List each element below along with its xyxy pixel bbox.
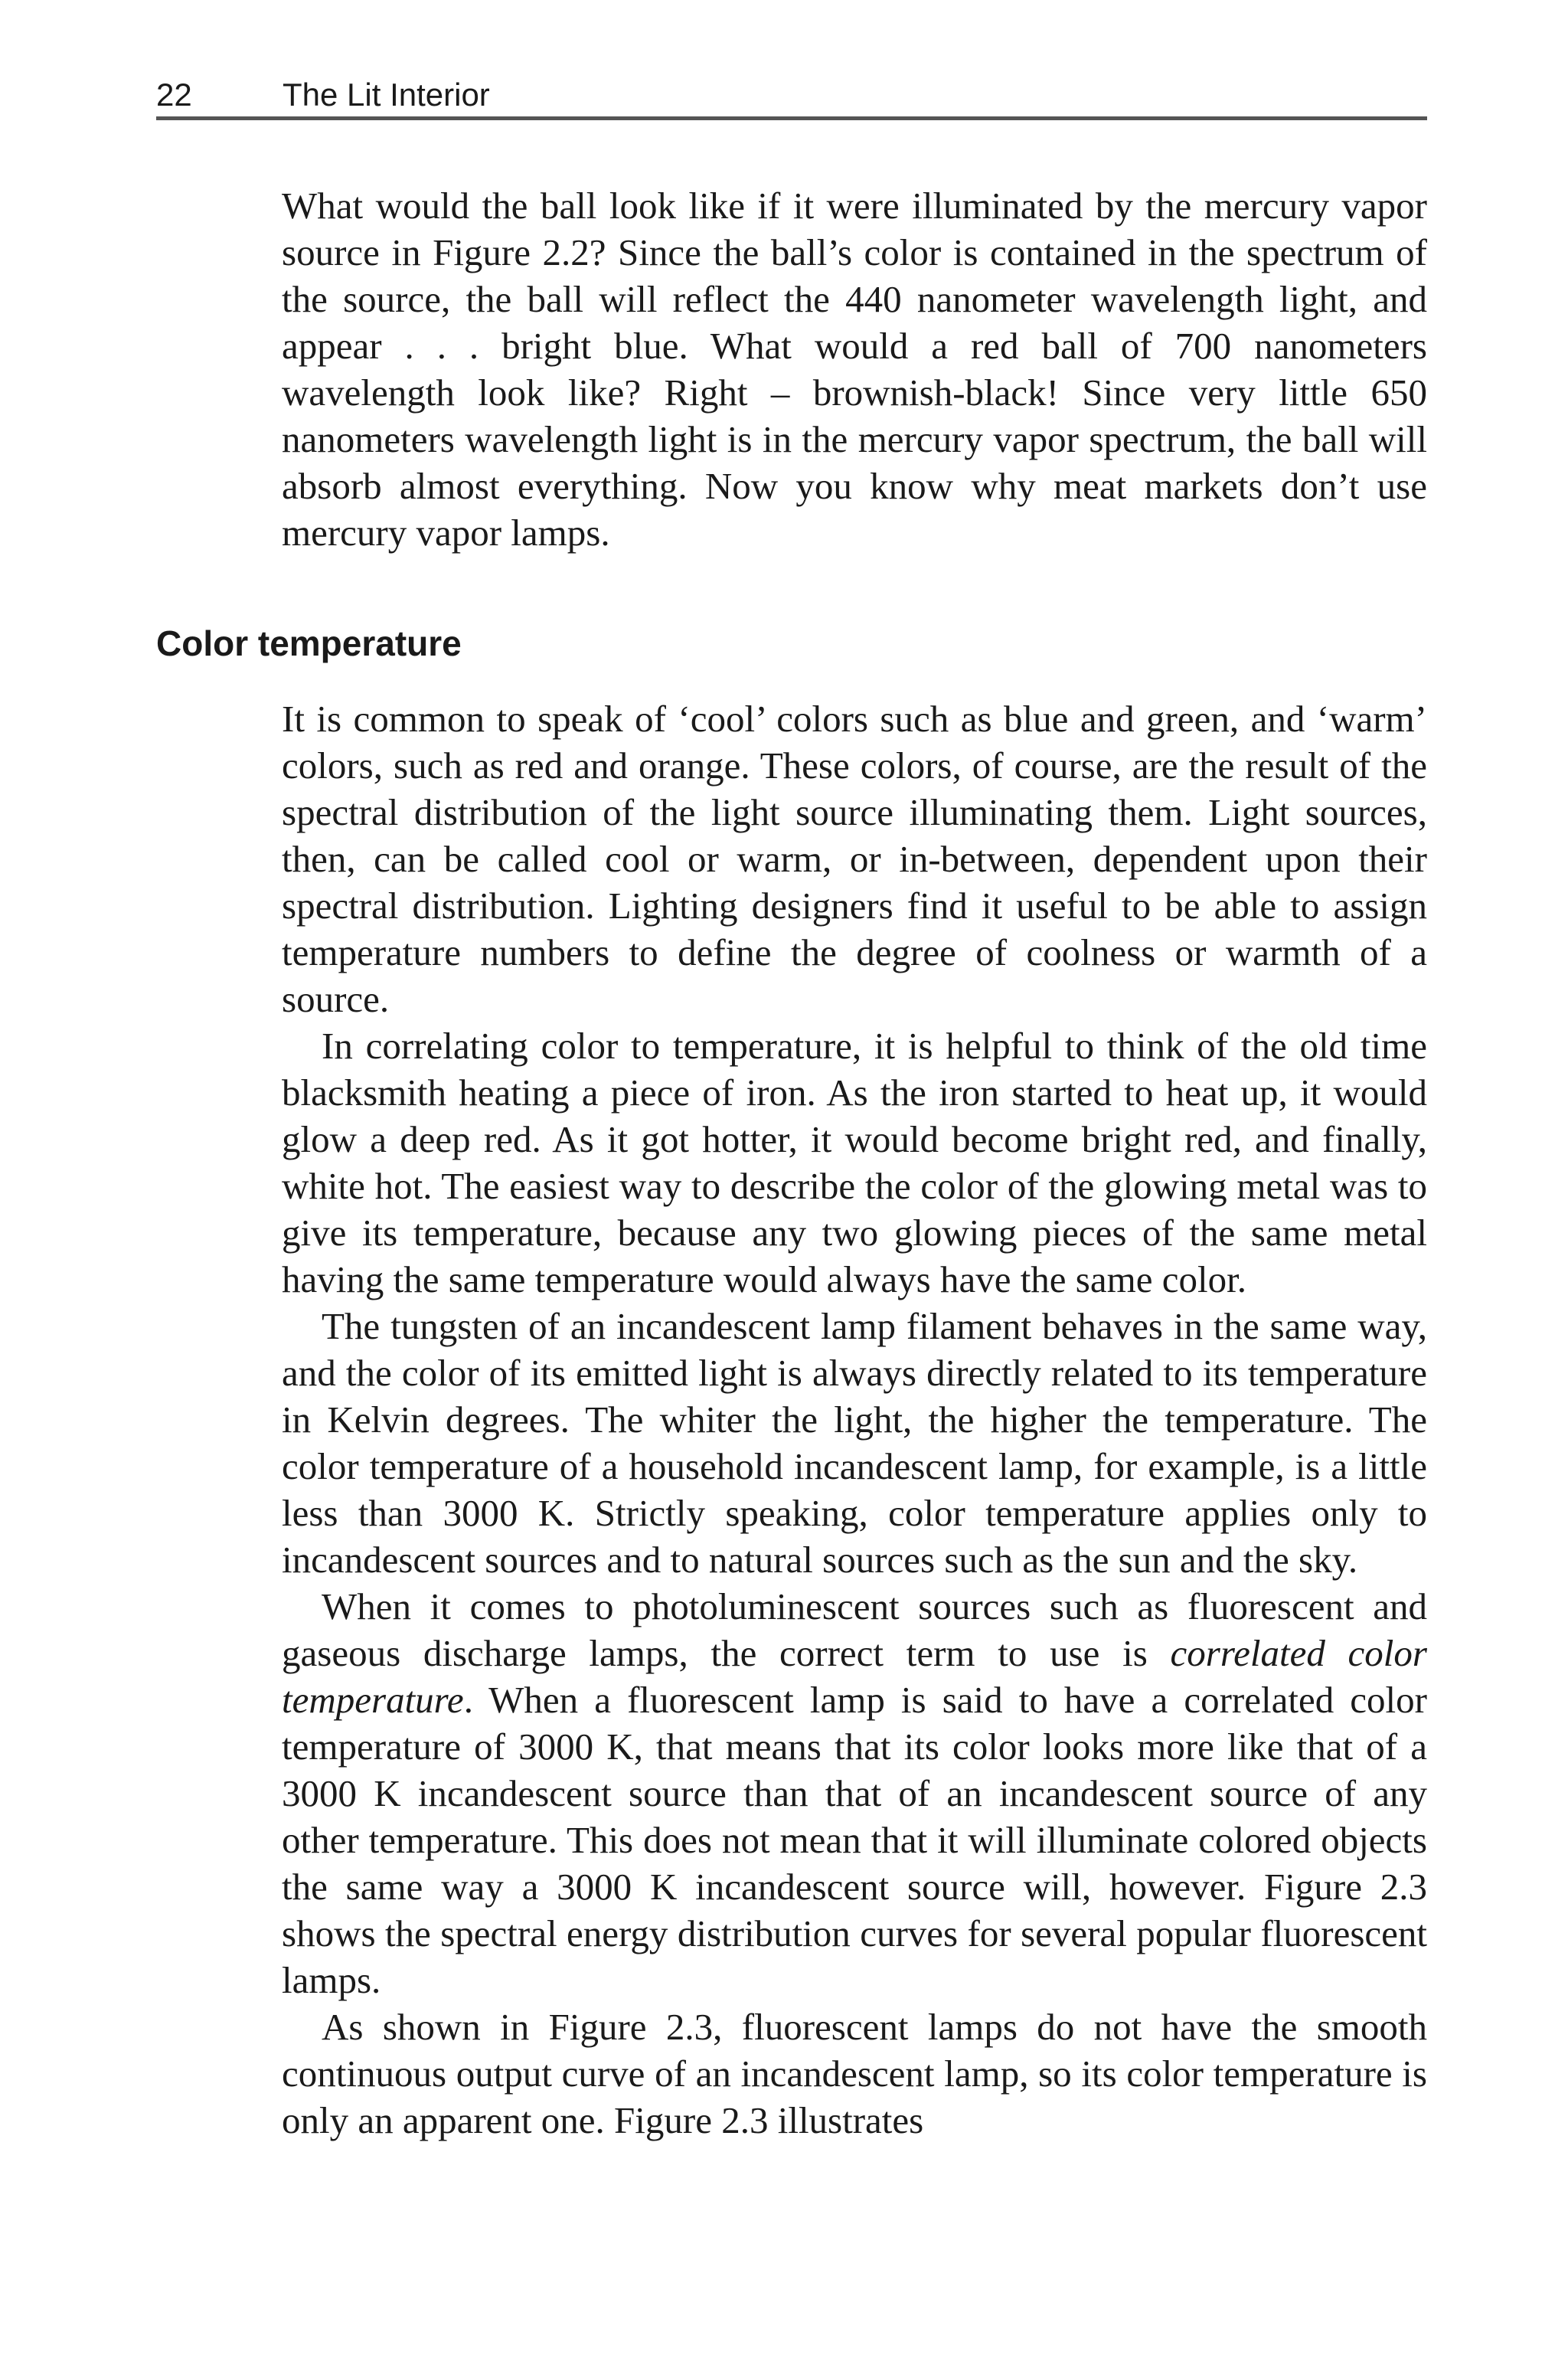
page-number: 22 bbox=[156, 77, 192, 113]
section-heading: Color temperature bbox=[156, 623, 462, 663]
paragraph-text: When it comes to photoluminescent sources such as fluorescent and gaseous discharge lamps, the correct term to use is bbox=[282, 1585, 1427, 1674]
intro-paragraph: What would the ball look like if it were illuminated by the mercury vapor source in Figure 2.2? Since the ball’s color is contained in the spectrum of the source, the ball will reflect the 440 nanometer wavelength light, and appear . . . bright blue. What would a red ball of 700 nanometers wavelength look like? Right – brownish-black! Since very little 650 nanometers wavelength light is in the mercury vapor spectrum, the ball will absorb almost everything. Now you know why meat markets don’t use mercury vapor lamps. bbox=[282, 185, 1427, 554]
italic-term: correlated color temperature bbox=[282, 1632, 1427, 1721]
section-text-block bbox=[282, 695, 1427, 2144]
paragraph: It is common to speak of ‘cool’ colors such as blue and green, and ‘warm’ colors, such as red and orange. These colors, of course, are the result of the spectral distribution of the light source illuminating them. Light sources, then, can be called cool or warm, or in-between, dependent upon their spectral distribution. Lighting designers find it useful to be able to assign temperature numbers to define the degree of coolness or warmth of a source. bbox=[282, 698, 1427, 1020]
paragraph bbox=[282, 1583, 1427, 2003]
running-header bbox=[156, 72, 1427, 118]
paragraph: In correlating color to temperature, it is helpful to think of the old time blacksmith heating a piece of iron. As the iron started to heat up, it would glow a deep red. As it got hotter, it would become bright red, and finally, white hot. The easiest way to describe the color of the glowing metal was to give its temperature, because any two glowing pieces of the same metal having the same temperature would always have the same color. bbox=[282, 1025, 1427, 1300]
running-title: The Lit Interior bbox=[283, 77, 490, 113]
paragraph-text: . When a fluorescent lamp is said to have a correlated color temperature of 3000 K, that means that its color looks more like that of a 3000 K incandescent source than that of an incandescent source of any other temperature. This does not mean that it will illuminate colored objects the same way a 3000 K incandescent source will, however. Figure 2.3 shows the spectral energy distribution curves for several popular fluorescent lamps. bbox=[282, 1679, 1427, 2001]
paragraph: As shown in Figure 2.3, fluorescent lamps do not have the smooth continuous output curve of an incandescent lamp, so its color temperature is only an apparent one. Figure 2.3 illustrates bbox=[282, 2006, 1427, 2141]
header-rule bbox=[156, 116, 1427, 120]
intro-text-block bbox=[282, 182, 1427, 556]
paragraph: The tungsten of an incandescent lamp filament behaves in the same way, and the color of its emitted light is always directly related to its temperature in Kelvin degrees. The whiter the light, the higher the temperature. The color temperature of a household incandescent lamp, for example, is a little less than 3000 K. Strictly speaking, color temperature applies only to incandescent sources and to natural sources such as the sun and the sky. bbox=[282, 1305, 1427, 1581]
